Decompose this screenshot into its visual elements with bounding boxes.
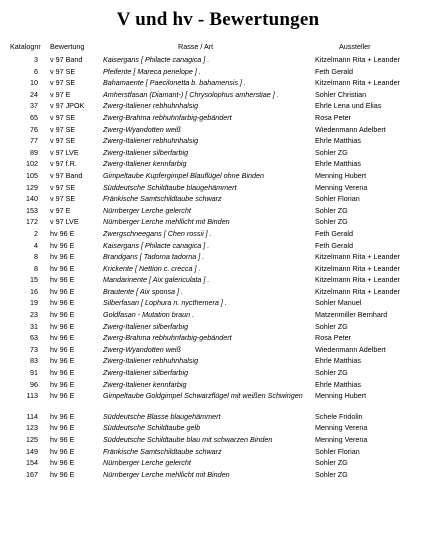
rasse-art-cell: Zwerg-Brahma rebhuhnfarbig-gebändert	[103, 112, 232, 122]
rasse-art-cell: Brautente [ Aix sponsa ] .	[103, 286, 184, 296]
aussteller-cell: Matzenmiller Bernhard	[315, 310, 388, 320]
rasse-art-cell: Zwerg-Italiener rebhuhnhalsig	[103, 101, 199, 111]
bewertung-cell: hv 96 E	[50, 310, 75, 320]
katalog-number-cell: 19	[30, 298, 38, 308]
aussteller-cell: Feth Gerald	[315, 228, 353, 238]
bewertung-cell: hv 96 E	[50, 423, 75, 433]
rasse-art-cell: Zwerg-Wyandotten weiß	[103, 344, 181, 354]
aussteller-cell: Menning Verena	[315, 435, 368, 444]
table-row	[0, 241, 436, 253]
rasse-art-cell: Pfeifente [ Mareca penelope ] .	[103, 66, 201, 76]
bewertung-cell: v 97 E	[50, 205, 71, 215]
table-row	[0, 183, 436, 195]
table-row	[0, 391, 436, 412]
bewertung-cell: hv 96 E	[50, 446, 75, 456]
aussteller-cell: Ehrle Matthias	[315, 356, 361, 366]
bewertung-cell: hv 96 E	[50, 411, 75, 421]
katalog-number-cell: 4	[34, 240, 38, 250]
katalog-number-cell: 63	[30, 333, 38, 343]
katalog-number-cell: 96	[30, 379, 38, 389]
rasse-art-cell: Bahamaente [ Paecilonetta b. bahamensis ] .	[103, 78, 247, 88]
aussteller-cell: Menning Hubert	[315, 391, 367, 401]
table-row	[0, 275, 436, 287]
aussteller-cell: Sohler ZG	[315, 469, 348, 479]
katalog-number-cell: 105	[26, 170, 38, 180]
katalog-number-cell: 3	[34, 55, 38, 64]
rasse-art-cell: Zwergschneegans [ Chen rossii ] .	[103, 228, 212, 238]
rasse-art-cell: Süddeutsche Blasse blaugehämmert	[103, 411, 221, 421]
table-row	[0, 458, 436, 470]
table-row	[0, 101, 436, 113]
table-row	[0, 287, 436, 299]
bewertung-cell: hv 96 E	[50, 356, 75, 366]
aussteller-cell: Menning Verena	[315, 182, 368, 192]
bewertung-cell: hv 96 E	[50, 391, 75, 401]
bewertung-cell: v 97 LVE	[50, 147, 79, 157]
katalog-number-cell: 91	[30, 368, 38, 378]
rasse-art-cell: Fränkische Samtschildtaube schwarz	[103, 194, 222, 204]
aussteller-cell: Sohler Manuel	[315, 298, 362, 308]
bewertung-cell: hv 96 E	[50, 240, 75, 250]
aussteller-cell: Rosa Peter	[315, 333, 351, 343]
bewertung-cell: v 97 SE	[50, 112, 76, 122]
table-row	[0, 125, 436, 137]
rasse-art-cell: Zwerg-Italiener kennfarbig	[103, 159, 187, 169]
aussteller-cell: Sohler ZG	[315, 321, 348, 331]
bewertung-cell: hv 96 E	[50, 252, 75, 262]
page-title: V und hv - Bewertungen	[116, 9, 320, 30]
rasse-art-cell: Goldfasan - Mutation braun .	[103, 310, 195, 320]
table-row	[0, 90, 436, 102]
rasse-art-cell: Gimpeltaube Goldgimpel Schwarzflügel mit weißen Schwingen	[103, 391, 303, 401]
table-row	[0, 423, 436, 435]
rasse-art-cell: Brandgans [ Tadorna tadorna ] .	[103, 252, 205, 262]
aussteller-cell: Ehrle Matthias	[315, 379, 361, 389]
header-katalognr: Katalognr	[10, 42, 41, 51]
table-row	[0, 136, 436, 148]
bewertung-cell: hv 96 E	[50, 333, 75, 343]
katalog-number-cell: 10	[30, 78, 38, 88]
aussteller-cell: Sohler ZG	[315, 205, 348, 215]
bewertung-cell: v 97 SE	[50, 182, 76, 192]
rasse-art-cell: Zwerg-Italiener silberfarbig	[103, 321, 189, 331]
bewertung-cell: hv 96 E	[50, 469, 75, 479]
rasse-art-cell: Zwerg-Italiener rebhuhnhalsig	[103, 136, 199, 146]
table-row	[0, 78, 436, 90]
bewertung-cell: hv 96 E	[50, 321, 75, 331]
table-row	[0, 171, 436, 183]
katalog-number-cell: 123	[26, 423, 38, 433]
katalog-number-cell: 167	[26, 469, 38, 479]
rasse-art-cell: Zwerg-Italiener kennfarbig	[103, 379, 187, 389]
rasse-art-cell: Süddeutsche Schildtaube blaugehämmert	[103, 182, 237, 192]
katalog-number-cell: 65	[30, 112, 38, 122]
rasse-art-cell: Kaisergans [ Philacte canagica ] .	[103, 240, 210, 250]
header-aussteller: Aussteller	[339, 42, 371, 51]
bewertung-cell: v 97 f.R.	[50, 159, 77, 169]
aussteller-cell: Ehrle Matthias	[315, 136, 361, 146]
aussteller-cell: Sohler ZG	[315, 147, 348, 157]
table-row	[0, 345, 436, 357]
table-row	[0, 252, 436, 264]
table-row	[0, 447, 436, 459]
table-row	[0, 380, 436, 392]
aussteller-cell: Kitzelmann Rita + Leander	[315, 286, 400, 296]
table-row	[0, 67, 436, 79]
table-row	[0, 217, 436, 229]
rasse-art-cell: Fränkische Samtschildtaube schwarz	[103, 446, 222, 456]
aussteller-cell: Menning Verena	[315, 423, 368, 433]
katalog-number-cell: 77	[30, 136, 38, 146]
bewertung-cell: hv 96 E	[50, 368, 75, 378]
aussteller-cell: Kitzelmann Rita + Leander	[315, 55, 400, 64]
table-row	[0, 298, 436, 310]
rasse-art-cell: Zwerg-Italiener silberfarbig	[103, 147, 189, 157]
rasse-art-cell: Zwerg-Brahma rebhuhnfarbig-gebändert	[103, 333, 232, 343]
katalog-number-cell: 149	[26, 446, 38, 456]
aussteller-cell: Wiedenmann Adelbert	[315, 344, 386, 354]
aussteller-cell: Kitzelmann Rita + Leander	[315, 263, 400, 273]
katalog-number-cell: 8	[34, 252, 38, 262]
katalog-number-cell: 102	[26, 159, 38, 169]
rasse-art-cell: Nürnberger Lerche mehllicht mit Binden	[103, 217, 230, 227]
aussteller-cell: Feth Gerald	[315, 240, 353, 250]
rasse-art-cell: Nürnberger Lerche gelercht	[103, 458, 191, 468]
bewertung-cell: hv 96 E	[50, 435, 75, 444]
katalog-number-cell: 125	[26, 435, 38, 444]
katalog-number-cell: 129	[26, 182, 38, 192]
bewertung-cell: v 97 SE	[50, 66, 76, 76]
aussteller-cell: Rosa Peter	[315, 112, 351, 122]
rasse-art-cell: Silberfasan [ Lophura n. nycthemera ] .	[103, 298, 227, 308]
bewertung-cell: v 97 SE	[50, 78, 76, 88]
katalog-number-cell: 2	[34, 228, 38, 238]
katalog-number-cell: 83	[30, 356, 38, 366]
table-row	[0, 310, 436, 322]
table-row	[0, 55, 436, 67]
bewertung-cell: hv 96 E	[50, 298, 75, 308]
bewertung-cell: v 97 SE	[50, 124, 76, 134]
katalog-number-cell: 73	[30, 344, 38, 354]
table-row	[0, 356, 436, 368]
aussteller-cell: Sohler Christian	[315, 89, 367, 99]
katalog-number-cell: 113	[26, 391, 38, 401]
bewertung-cell: v 97 LVE	[50, 217, 79, 227]
table-row	[0, 435, 436, 447]
bewertung-cell: v 97 Band	[50, 55, 83, 64]
rasse-art-cell: Kaisergans [ Philacte canagica ] .	[103, 55, 210, 64]
aussteller-cell: Sohler ZG	[315, 458, 348, 468]
bewertung-cell: v 97 Band	[50, 170, 83, 180]
table-row	[0, 206, 436, 218]
aussteller-cell: Kitzelmann Rita + Leander	[315, 78, 400, 88]
katalog-number-cell: 6	[34, 66, 38, 76]
katalog-number-cell: 15	[30, 275, 38, 285]
katalog-number-cell: 140	[26, 194, 38, 204]
rasse-art-cell: Mandarinente [ Aix galericulata ] .	[103, 275, 210, 285]
aussteller-cell: Ehrle Lena und Elias	[315, 101, 382, 111]
rasse-art-cell: Zwerg-Italiener rebhuhnhalsig	[103, 356, 199, 366]
table-row	[0, 113, 436, 125]
katalog-number-cell: 16	[30, 286, 38, 296]
katalog-number-cell: 172	[26, 217, 38, 227]
bewertung-cell: hv 96 E	[50, 458, 75, 468]
katalog-number-cell: 23	[30, 310, 38, 320]
table-row	[0, 412, 436, 424]
katalog-number-cell: 154	[26, 458, 38, 468]
rasse-art-cell: Nürnberger Lerche gelercht	[103, 205, 191, 215]
rasse-art-cell: Zwerg-Italiener silberfarbig	[103, 368, 189, 378]
katalog-number-cell: 24	[30, 89, 38, 99]
aussteller-cell: Schele Fridolin	[315, 411, 363, 421]
katalog-number-cell: 37	[30, 101, 38, 111]
rasse-art-cell: Amherstfasan (Diamant-) [ Chrysolophus amherstiae ] .	[103, 89, 279, 99]
aussteller-cell: Feth Gerald	[315, 66, 353, 76]
table-row	[0, 159, 436, 171]
aussteller-cell: Menning Hubert	[315, 170, 367, 180]
bewertung-cell: v 97 SE	[50, 136, 76, 146]
table-row	[0, 322, 436, 334]
bewertung-cell: hv 96 E	[50, 344, 75, 354]
aussteller-cell: Kitzelmann Rita + Leander	[315, 252, 400, 262]
rasse-art-cell: Zwerg-Wyandotten weiß	[103, 124, 181, 134]
bewertung-cell: hv 96 E	[50, 275, 75, 285]
aussteller-cell: Ehrle Matthias	[315, 159, 361, 169]
rasse-art-cell: Nürnberger Lerche mehllicht mit Binden	[103, 469, 230, 479]
katalog-number-cell: 89	[30, 147, 38, 157]
bewertung-cell: hv 96 E	[50, 379, 75, 389]
bewertung-cell: hv 96 E	[50, 286, 75, 296]
header-rasse-art: Rasse / Art	[178, 42, 214, 51]
bewertung-cell: hv 96 E	[50, 263, 75, 273]
bewertung-cell: hv 96 E	[50, 228, 75, 238]
table-row	[0, 194, 436, 206]
table-row	[0, 148, 436, 160]
aussteller-cell: Sohler ZG	[315, 368, 348, 378]
katalog-number-cell: 8	[34, 263, 38, 273]
katalog-number-cell: 153	[26, 205, 38, 215]
rasse-art-cell: Krickente [ Nettion c. crecca ] .	[103, 263, 201, 273]
bewertung-cell: v 97 E	[50, 89, 71, 99]
table-row	[0, 470, 436, 482]
aussteller-cell: Sohler ZG	[315, 217, 348, 227]
katalog-number-cell: 114	[26, 411, 38, 421]
rasse-art-cell: Gimpeltaube Kupfergimpel Blauflügel ohne Binden	[103, 170, 265, 180]
table-row	[0, 229, 436, 241]
header-bewertung: Bewertung	[50, 42, 85, 51]
aussteller-cell: Kitzelmann Rita + Leander	[315, 275, 400, 285]
table-row	[0, 264, 436, 276]
bewertung-cell: v 97 SE	[50, 194, 76, 204]
bewertung-cell: v 97 JPOK	[50, 101, 85, 111]
katalog-number-cell: 76	[30, 124, 38, 134]
aussteller-cell: Sohler Florian	[315, 446, 360, 456]
results-table	[0, 55, 436, 481]
katalog-number-cell: 31	[30, 321, 38, 331]
aussteller-cell: Sohler Florian	[315, 194, 360, 204]
table-row	[0, 333, 436, 345]
rasse-art-cell: Süddeutsche Schildtaube gelb	[103, 423, 201, 433]
rasse-art-cell: Süddeutsche Schildtaube blau mit schwarzen Binden	[103, 435, 273, 444]
aussteller-cell: Wiedenmann Adelbert	[315, 124, 386, 134]
table-row	[0, 368, 436, 380]
